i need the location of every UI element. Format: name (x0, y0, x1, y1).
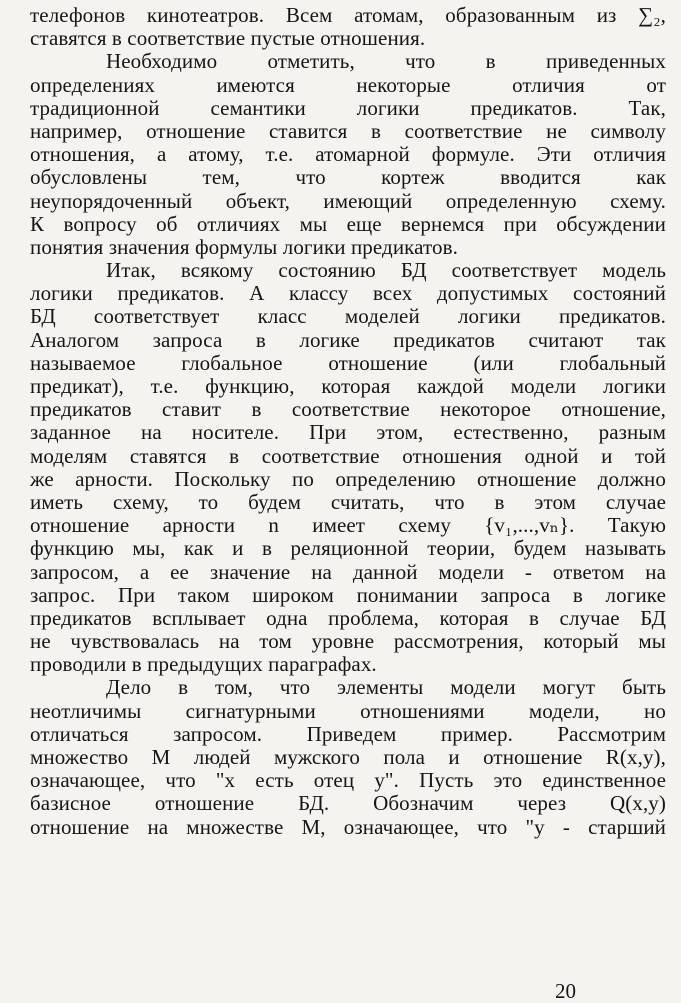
text-line: определениях имеются некоторые отличия от (30, 72, 666, 97)
text-line: БД соответствует класс моделей логики предикатов. (30, 304, 666, 329)
text-line: отличаться запросом. Приведем пример. Рассмотрим (30, 721, 666, 746)
text-line: предикат), т.е. функцию, которая каждой модели логики (30, 374, 666, 398)
text-line: ставятся в соответствие пустые отношения. (30, 26, 426, 51)
text-line: Дело в том, что элементы модели могут быть (106, 675, 666, 700)
text-line: базисное отношение БД. Обозначим через Q(x,y) (30, 791, 666, 816)
text-line: множество M людей мужского пола и отношение R(x,y), (30, 745, 666, 769)
text-line: Необходимо отметить, что в приведенных (106, 49, 666, 74)
text-line: означающее, что "x есть отец y". Пусть это единственное (30, 768, 666, 793)
paragraph-1 (30, 4, 666, 50)
text-line: понятия значения формулы логики предикатов. (30, 234, 458, 259)
text-line: логики предикатов. А классу всех допустимых состояний (30, 281, 666, 306)
text-line: неотличимы сигнатурными отношениями модели, но (30, 698, 666, 723)
text-line: отношения, а атому, т.е. атомарной формуле. Эти отличия (30, 142, 666, 167)
paragraph-3 (30, 259, 666, 676)
text-line: запрос. При таком широком понимании запроса в логике (30, 582, 666, 607)
text-line: заданное на носителе. При этом, естественно, разным (30, 420, 666, 445)
text-line: неупорядоченный объект, имеющий определенную схему. (30, 188, 666, 213)
text-line: отношение на множестве M, означающее, что "y - старший (30, 814, 666, 839)
text-line: моделям ставятся в соответствие отношения одной и той (30, 443, 666, 468)
text-line: обусловлены тем, что кортеж вводится как (30, 165, 666, 190)
page-number: 20 (555, 979, 576, 1003)
text-line: например, отношение ставится в соответствие не символу (30, 118, 666, 143)
text-line: предикатов ставит в соответствие некоторое отношение, (30, 397, 666, 422)
text-line: предикатов всплывает одна проблема, которая в случае БД (30, 605, 666, 630)
text-line: телефонов кинотеатров. Всем атомам, образованным из ∑₂, (30, 3, 666, 27)
text-line: функцию мы, как и в реляционной теории, будем называть (30, 536, 666, 561)
text-line: отношение арности n имеет схему {v₁,...,vₙ}. Такую (30, 513, 666, 538)
text-line: Аналогом запроса в логике предикатов считают так (30, 327, 666, 352)
book-page (30, 3, 666, 1003)
paragraph-2 (30, 50, 666, 259)
text-line: запросом, а ее значение на данной модели - ответом на (30, 559, 666, 584)
text-line: К вопросу об отличиях мы еще вернемся при обсуждении (30, 211, 666, 236)
text-line: называемое глобальное отношение (или глобальный (30, 350, 666, 375)
text-line: не чувствовалась на том уровне рассмотрения, который мы (30, 629, 666, 654)
text-line: Итак, всякому состоянию БД соответствует модель (106, 258, 666, 283)
paragraph-4 (30, 676, 666, 838)
text-line: традиционной семантики логики предикатов. Так, (30, 95, 666, 120)
text-line: иметь схему, то будем считать, что в этом случае (30, 489, 666, 514)
text-line: проводили в предыдущих параграфах. (30, 652, 377, 677)
text-line: же арности. Поскольку по определению отношение должно (30, 466, 666, 491)
